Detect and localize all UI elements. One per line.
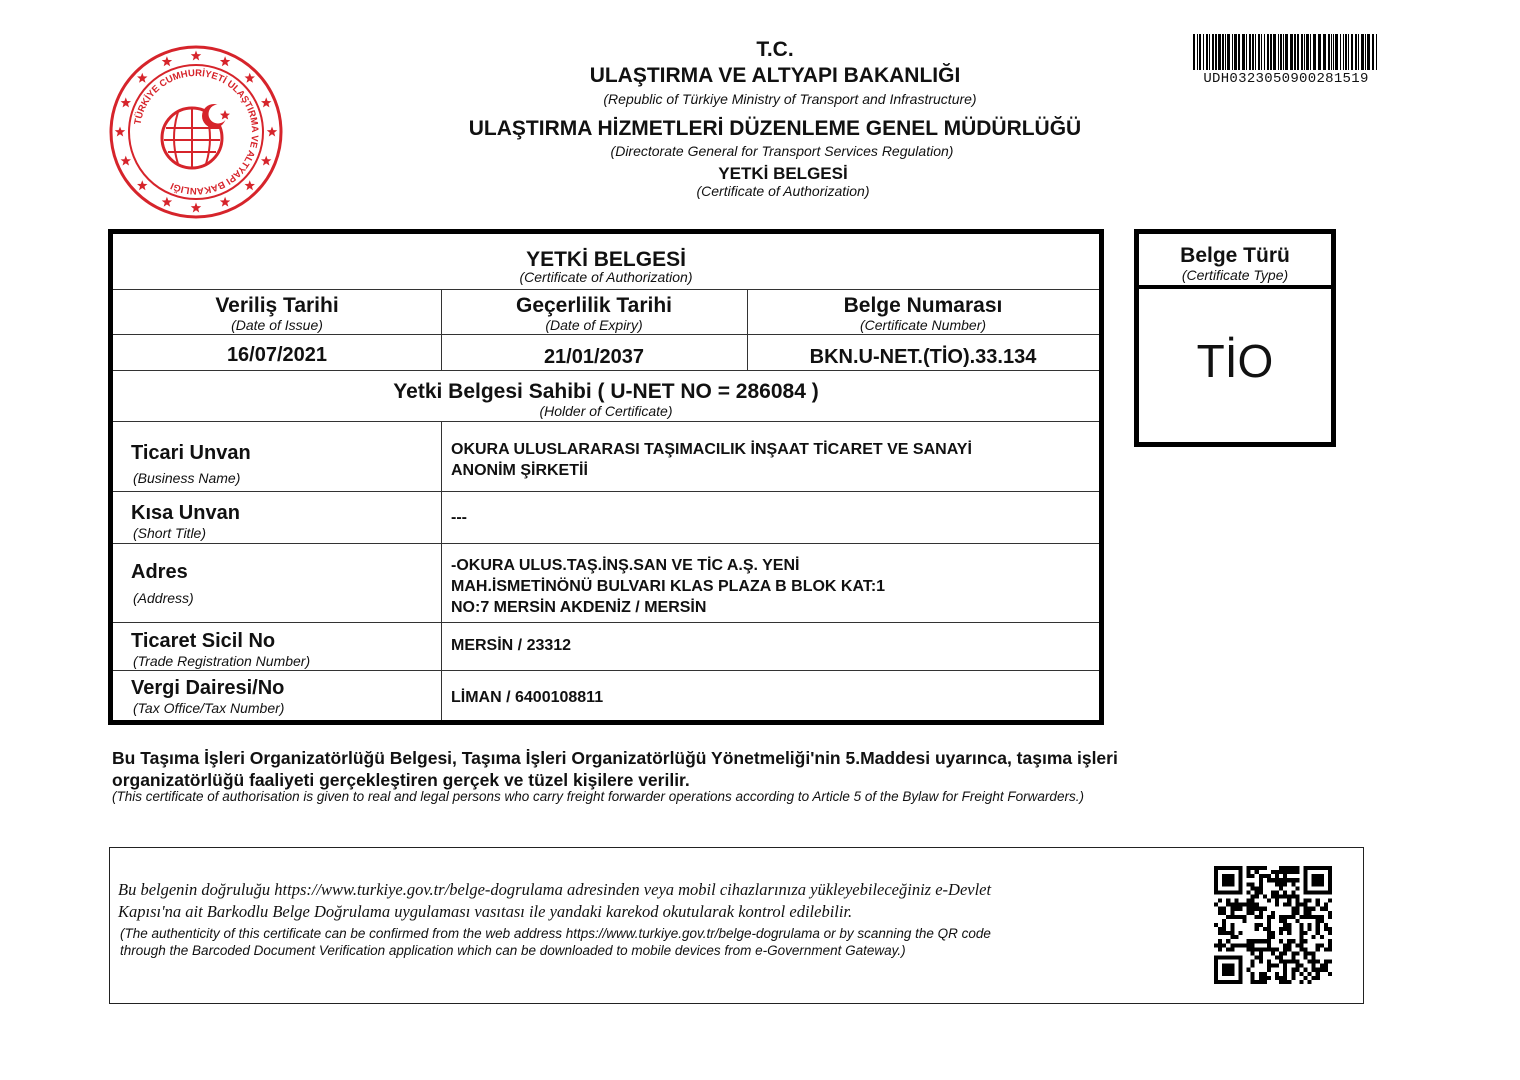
short-title-label-en: (Short Title) (133, 525, 207, 541)
short-title-value: --- (451, 509, 467, 526)
header-directorate: ULAŞTIRMA HİZMETLERİ DÜZENLEME GENEL MÜDÜRLÜĞÜ (468, 117, 1082, 140)
cert-type-label: Belge Türü (1180, 244, 1290, 267)
barcode-number: UDH0323050900281519 (1203, 71, 1369, 87)
address-label: Adres (131, 561, 188, 583)
header-ministry: ULAŞTIRMA VE ALTYAPI BAKANLIĞI (589, 64, 961, 87)
expiry-date-value: 21/01/2037 (543, 346, 645, 368)
statement-tr: Bu Taşıma İşleri Organizatörlüğü Belgesi, Taşıma İşleri Organizatörlüğü Yönetmeliği'nin 5.Maddesi uyarınca, taşıma işleri organizatörlüğü faaliyeti gerçekleştiren gerçek ve tüzel kişilere verilir. (112, 748, 1118, 790)
business-name-value: OKURA ULUSLARARASI TAŞIMACILIK İNŞAAT TİCARET VE SANAYİ ANONİM ŞİRKETİİ (451, 441, 972, 479)
seal-star-icon (220, 197, 230, 207)
barcode-image (1193, 34, 1379, 70)
seal-star-icon (220, 56, 230, 66)
svg-text:TÜRKİYE CUMHURİYETİ ULAŞTIRMA (132, 68, 260, 196)
tax-office-label-en: (Tax Office/Tax Number) (133, 700, 285, 716)
holder-label-en: (Holder of Certificate) (539, 403, 673, 419)
seal-star-icon (115, 127, 125, 137)
verification-box (109, 847, 1364, 1004)
certificate-type-box (1134, 229, 1336, 447)
verification-text-en: (The authenticity of this certificate can be confirmed from the web address https://www.turkiye.gov.tr/belge-dogrulama or by scanning the QR code through the Barcoded Document Verification application which can be downloaded to mobile devices from e-Government Gateway.) (120, 926, 991, 958)
business-name-label: Ticari Unvan (131, 442, 251, 464)
seal-star-icon (137, 180, 147, 190)
issue-date-label-en: (Date of Issue) (231, 317, 323, 333)
holder-label: Yetki Belgesi Sahibi ( U-NET NO = 286084 ) (393, 380, 819, 403)
certificate-table (108, 229, 1104, 725)
seal-star-icon (267, 127, 277, 137)
verification-text-tr: Bu belgenin doğruluğu https://www.turkiye.gov.tr/belge-dogrulama adresinden veya mobil cihazlarınıza yükleyebileceğiniz e-Devlet Kapısı'na ait Barkodlu Belge Doğrulama uygulaması vasıtası ile yandaki karekod okutularak kontrol edilebilir. (118, 880, 992, 921)
qr-code[interactable] (1214, 866, 1332, 984)
seal-star-icon (162, 56, 172, 66)
expiry-date-label-en: (Date of Expiry) (545, 317, 643, 333)
tax-office-label: Vergi Dairesi/No (131, 677, 285, 699)
trade-reg-value: MERSİN / 23312 (451, 637, 572, 654)
cert-type-label-en: (Certificate Type) (1181, 267, 1289, 283)
seal-star-icon (162, 197, 172, 207)
trade-reg-label: Ticaret Sicil No (131, 630, 276, 652)
expiry-date-label: Geçerlilik Tarihi (515, 294, 672, 317)
seal-star-icon (245, 73, 255, 83)
tax-office-value: LİMAN / 6400108811 (451, 689, 604, 706)
trade-reg-label-en: (Trade Registration Number) (133, 653, 311, 669)
business-name-label-en: (Business Name) (133, 470, 241, 486)
ministry-seal-logo (108, 44, 284, 220)
cert-number-label-en: (Certificate Number) (859, 317, 987, 333)
short-title-label: Kısa Unvan (131, 502, 240, 524)
seal-star-icon (121, 97, 131, 107)
header-tc: T.C. (756, 38, 794, 61)
address-label-en: (Address) (133, 590, 194, 606)
header-directorate-en: (Directorate General for Transport Services Regulation) (610, 143, 954, 159)
seal-star-icon (121, 156, 131, 166)
statement-en: (This certificate of authorisation is given to real and legal persons who carry freight forwarder operations according to Article 5 of the Bylaw for Freight Forwarders.) (112, 789, 1084, 804)
cert-number-value: BKN.U-NET.(TİO).33.134 (809, 346, 1037, 368)
seal-star-icon (261, 97, 271, 107)
header-cert-title: YETKİ BELGESİ (718, 164, 848, 183)
issue-date-label: Veriliş Tarihi (215, 294, 339, 317)
seal-star-icon (261, 156, 271, 166)
header-cert-title-en: (Certificate of Authorization) (696, 183, 870, 199)
seal-star-icon (191, 203, 201, 213)
table-title: YETKİ BELGESİ (526, 248, 686, 271)
seal-star-icon (191, 51, 201, 61)
cert-number-label: Belge Numarası (843, 294, 1003, 317)
table-title-en: (Certificate of Authorization) (519, 269, 693, 285)
document-barcode (1193, 34, 1379, 87)
address-value: -OKURA ULUS.TAŞ.İNŞ.SAN VE TİC A.Ş. YENİ MAH.İSMETİNÖNÜ BULVARI KLAS PLAZA B BLOK KAT:1 NO:7 MERSİN AKDENİZ / MERSİN (451, 557, 886, 616)
issue-date-value: 16/07/2021 (226, 344, 328, 366)
seal-ring-text: TÜRKİYE CUMHURİYETİ ULAŞTIRMA VE ALTYAPI BAKANLIĞI (132, 67, 261, 197)
seal-star-icon (137, 73, 147, 83)
seal-star-icon (245, 180, 255, 190)
header-ministry-en: (Republic of Türkiye Ministry of Transport and Infrastructure) (603, 91, 977, 107)
cert-type-value: TİO (1196, 335, 1274, 387)
